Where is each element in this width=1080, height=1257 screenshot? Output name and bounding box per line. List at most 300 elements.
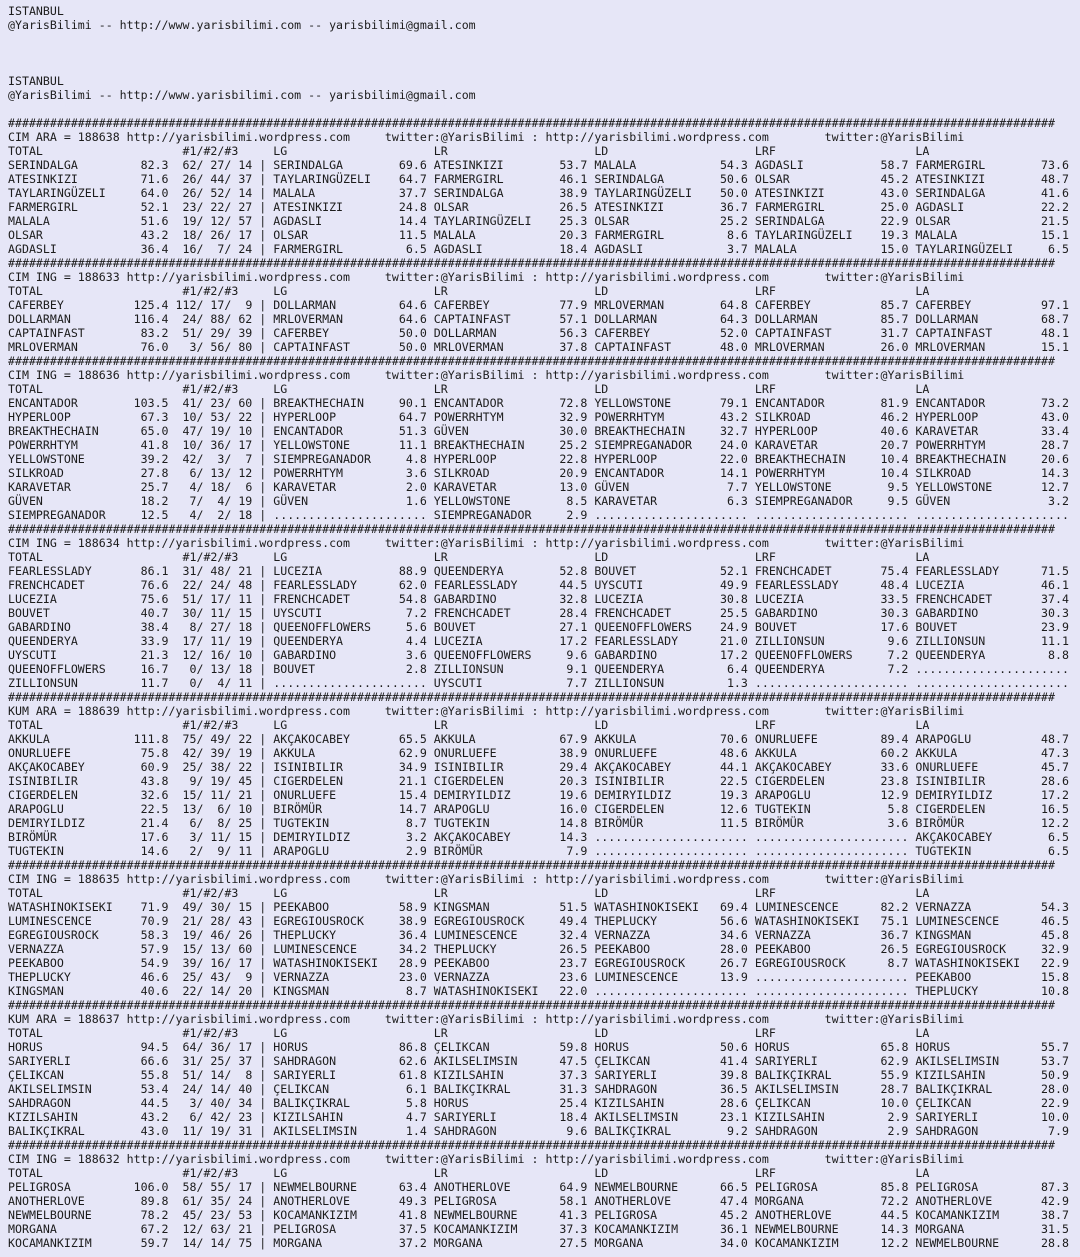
la-name: NEWMELBOURNE xyxy=(915,1236,1000,1250)
rank-separator: / xyxy=(224,438,232,452)
rank-3-count: 60 xyxy=(238,396,253,410)
la-name: SARIYERLI xyxy=(915,1110,979,1124)
rank-3-count: 25 xyxy=(238,816,253,830)
horse-name: ÇELIKCAN xyxy=(8,1068,64,1082)
lr-value: 25.3 xyxy=(559,214,588,228)
rank-3-count: 18 xyxy=(238,620,253,634)
ld-value: 28.6 xyxy=(719,1096,748,1110)
lg-value: 24.8 xyxy=(398,200,427,214)
lr-name: EGREGIOUSROCK xyxy=(433,914,525,928)
lg-value: 64.7 xyxy=(398,410,427,424)
lr-value: 53.7 xyxy=(559,158,588,172)
rank-1-count: 112 xyxy=(175,298,197,312)
rank-separator: / xyxy=(196,200,204,214)
total-score: 18.2 xyxy=(140,494,169,508)
rank-separator: / xyxy=(196,214,204,228)
rank-separator: / xyxy=(196,1222,204,1236)
lg-name: ENCANTADOR xyxy=(273,424,344,438)
rank-separator: / xyxy=(196,1208,204,1222)
lr-name: ENCANTADOR xyxy=(433,396,504,410)
rank-2-count: 38 xyxy=(210,760,225,774)
ld-value: 49.9 xyxy=(719,578,748,592)
rank-1-count: 61 xyxy=(182,1194,197,1208)
header-la: LA xyxy=(915,1026,930,1040)
lg-value: 64.6 xyxy=(398,298,427,312)
rank-separator: / xyxy=(196,466,204,480)
horse-name: VERNAZZA xyxy=(8,942,64,956)
lrf-name: PEEKABOO xyxy=(754,942,811,956)
rank-1-count: 21 xyxy=(182,914,197,928)
table-row xyxy=(8,970,1069,984)
table-row xyxy=(8,1068,1069,1082)
ld-value: 21.0 xyxy=(719,634,748,648)
lrf-name: FARMERGIRL xyxy=(754,200,825,214)
total-score: 33.9 xyxy=(140,634,169,648)
la-value: 42.9 xyxy=(1041,1194,1069,1208)
rank-separator: / xyxy=(224,340,232,354)
lg-name: KIZILSAHIN xyxy=(273,1110,344,1124)
rank-separator: / xyxy=(224,452,232,466)
lrf-name: ONURLUEFE xyxy=(754,732,818,746)
rank-separator: / xyxy=(224,326,232,340)
rank-divider: | xyxy=(259,1236,267,1250)
lr-value: 18.4 xyxy=(559,1110,588,1124)
lrf-value: 82.2 xyxy=(880,900,909,914)
rank-2-count: 39 xyxy=(210,746,225,760)
rank-3-count: 9 xyxy=(245,970,253,984)
lr-name: DEMIRYILDIZ xyxy=(433,788,511,802)
rank-1-count: 24 xyxy=(182,312,197,326)
ld-value: 50.0 xyxy=(719,186,748,200)
lg-value: 2.8 xyxy=(405,662,427,676)
ld-value: 14.1 xyxy=(719,466,748,480)
ld-name: FARMERGIRL xyxy=(594,228,665,242)
lg-name: UYSCUTI xyxy=(273,606,323,620)
la-value: 12.7 xyxy=(1041,480,1069,494)
total-score: 27.8 xyxy=(140,466,169,480)
la-value: 48.7 xyxy=(1041,172,1069,186)
total-score: 51.6 xyxy=(140,214,169,228)
lrf-name: YELLOWSTONE xyxy=(754,480,832,494)
lg-value: 14.7 xyxy=(398,802,427,816)
rank-2-count: 27 xyxy=(210,620,225,634)
total-score: 38.4 xyxy=(140,620,169,634)
la-value: 3.2 xyxy=(1048,494,1069,508)
lrf-name: FEARLESSLADY xyxy=(754,578,839,592)
lrf-name: CIGERDELEN xyxy=(754,774,825,788)
total-score: 111.8 xyxy=(133,732,169,746)
table-row xyxy=(8,844,1069,858)
rank-2-count: 11 xyxy=(210,830,225,844)
la-name: DOLLARMAN xyxy=(915,312,979,326)
header-ranks: #1/#2/#3 xyxy=(182,550,239,564)
lrf-value: 12.9 xyxy=(880,788,909,802)
lg-name: SAHDRAGON xyxy=(273,1054,337,1068)
rank-2-count: 17 xyxy=(210,298,225,312)
horse-name: KARAVETAR xyxy=(8,480,71,494)
rank-divider: | xyxy=(259,928,267,942)
ld-value: 36.5 xyxy=(719,1082,748,1096)
la-name: YELLOWSTONE xyxy=(915,480,993,494)
la-value: 50.9 xyxy=(1041,1068,1069,1082)
rank-2-count: 11 xyxy=(210,606,225,620)
rank-divider: | xyxy=(259,830,267,844)
rank-separator: / xyxy=(224,1110,232,1124)
total-score: 36.4 xyxy=(140,242,169,256)
total-score: 67.2 xyxy=(140,1222,169,1236)
rank-separator: / xyxy=(196,606,204,620)
lrf-value: 3.6 xyxy=(887,816,909,830)
lr-name: ZILLIONSUN xyxy=(433,662,504,676)
ld-name: KARAVETAR xyxy=(594,494,658,508)
results-document xyxy=(8,4,1069,1250)
lg-value: 3.6 xyxy=(405,466,427,480)
lg-name: VERNAZZA xyxy=(273,970,330,984)
rank-1-count: 12 xyxy=(182,1222,197,1236)
rank-separator: / xyxy=(196,186,204,200)
table-row xyxy=(8,200,1069,214)
rank-2-count: 7 xyxy=(217,242,225,256)
lrf-name: MORGANA xyxy=(754,1194,804,1208)
rank-3-count: 39 xyxy=(238,326,253,340)
rank-separator: / xyxy=(196,172,204,186)
total-score: 43.2 xyxy=(140,228,169,242)
header-total: TOTAL xyxy=(8,144,43,158)
ld-value: 23.1 xyxy=(719,1110,748,1124)
rank-3-count: 27 xyxy=(238,200,253,214)
table-row xyxy=(8,592,1069,606)
lrf-empty-filler: ...................... xyxy=(754,676,909,690)
rank-3-count: 45 xyxy=(238,774,253,788)
rank-3-count: 22 xyxy=(238,410,253,424)
rank-divider: | xyxy=(259,1054,267,1068)
ld-value: 24.0 xyxy=(719,438,748,452)
horse-name: BOUVET xyxy=(8,606,50,620)
lrf-name: CAPTAINFAST xyxy=(754,326,832,340)
lrf-name: BALIKÇIKRAL xyxy=(754,1068,832,1082)
rank-2-count: 4 xyxy=(217,494,225,508)
lrf-name: SIEMPREGANADOR xyxy=(754,494,853,508)
total-score: 21.3 xyxy=(140,648,169,662)
rank-divider: | xyxy=(259,676,267,690)
table-row xyxy=(8,396,1069,410)
rank-2-count: 14 xyxy=(210,984,225,998)
header-lr: LR xyxy=(433,1166,448,1180)
la-name: OLSAR xyxy=(915,214,951,228)
lg-value: 28.9 xyxy=(398,956,427,970)
horse-name: LUCEZIA xyxy=(8,592,57,606)
la-name: MALALA xyxy=(915,228,958,242)
lg-name: ÇELIKCAN xyxy=(273,1082,330,1096)
la-name: PEEKABOO xyxy=(915,970,972,984)
rank-1-count: 24 xyxy=(182,1082,197,1096)
lg-name: ANOTHERLOVE xyxy=(273,1194,351,1208)
separator-line xyxy=(8,858,1055,872)
rank-2-count: 42 xyxy=(210,1110,225,1124)
rank-separator: / xyxy=(224,606,232,620)
rank-divider: | xyxy=(259,956,267,970)
ld-value: 64.8 xyxy=(719,298,748,312)
la-value: 10.0 xyxy=(1041,1110,1069,1124)
ld-name: ENCANTADOR xyxy=(594,466,665,480)
lr-value: 44.5 xyxy=(559,578,588,592)
horse-name: SARIYERLI xyxy=(8,1054,71,1068)
rank-2-count: 6 xyxy=(217,802,225,816)
ld-name: AGDASLI xyxy=(594,242,644,256)
header-la: LA xyxy=(915,1166,930,1180)
lg-value: 50.0 xyxy=(398,326,427,340)
rank-1-count: 0 xyxy=(189,662,197,676)
ld-value: 3.7 xyxy=(726,242,748,256)
rank-separator: / xyxy=(224,900,232,914)
rank-separator: / xyxy=(196,494,204,508)
rank-separator: / xyxy=(196,410,204,424)
separator: ###################################################################################################################################################### xyxy=(8,690,1056,704)
rank-separator: / xyxy=(224,172,232,186)
rank-separator: / xyxy=(224,1068,232,1082)
lr-name: BREAKTHECHAIN xyxy=(433,438,525,452)
ld-name: LUMINESCENCE xyxy=(594,970,679,984)
rank-3-count: 10 xyxy=(238,648,253,662)
rank-separator: / xyxy=(196,956,204,970)
ld-name: BALIKÇIKRAL xyxy=(594,1124,672,1138)
rank-separator: / xyxy=(196,564,204,578)
lg-name: NEWMELBOURNE xyxy=(273,1180,357,1194)
ld-value: 36.7 xyxy=(719,200,748,214)
column-header-row xyxy=(8,718,1055,732)
rank-2-count: 46 xyxy=(210,928,225,942)
lr-name: GÜVEN xyxy=(433,424,469,438)
lrf-name: FRENCHCADET xyxy=(754,564,832,578)
ld-name: EGREGIOUSROCK xyxy=(594,956,686,970)
section-title xyxy=(8,1152,1055,1166)
total-score: 40.7 xyxy=(140,606,169,620)
section-title xyxy=(8,872,1055,886)
lr-name: MORGANA xyxy=(433,1236,483,1250)
la-name: GABARDINO xyxy=(915,606,979,620)
table-row xyxy=(8,410,1069,424)
header-ld: LD xyxy=(594,1166,609,1180)
ld-name: SERINDALGA xyxy=(594,172,665,186)
rank-2-count: 49 xyxy=(210,732,225,746)
rank-separator: / xyxy=(224,914,232,928)
rank-1-count: 15 xyxy=(182,942,197,956)
rank-divider: | xyxy=(259,1068,267,1082)
total-score: 106.0 xyxy=(133,1180,169,1194)
rank-1-count: 51 xyxy=(182,326,197,340)
la-value: 48.7 xyxy=(1041,732,1069,746)
lg-name: BOUVET xyxy=(273,662,316,676)
header-la: LA xyxy=(915,144,930,158)
table-row xyxy=(8,494,1069,508)
horse-name: GABARDINO xyxy=(8,620,71,634)
rank-2-count: 56 xyxy=(210,340,225,354)
ld-name: CAPTAINFAST xyxy=(594,340,672,354)
lr-value: 17.2 xyxy=(559,634,588,648)
total-score: 44.5 xyxy=(140,1096,169,1110)
header-lrf: LRF xyxy=(754,382,776,396)
table-row xyxy=(8,1110,1069,1124)
lr-value: 20.3 xyxy=(559,774,588,788)
lrf-value: 20.7 xyxy=(880,438,909,452)
header-la: LA xyxy=(915,284,930,298)
la-name: AKKULA xyxy=(915,746,958,760)
horse-name: CAFERBEY xyxy=(8,298,64,312)
rank-2-count: 11 xyxy=(210,788,225,802)
lrf-name: BIRÖMÜR xyxy=(754,816,804,830)
horse-name: ARAPOGLU xyxy=(8,802,64,816)
rank-2-count: 22 xyxy=(210,200,225,214)
lr-value: 72.8 xyxy=(559,396,588,410)
lg-empty-filler: ...................... xyxy=(273,508,427,522)
rank-3-count: 6 xyxy=(245,480,253,494)
ld-value: 19.3 xyxy=(719,788,748,802)
ld-value: 44.1 xyxy=(719,760,748,774)
rank-2-count: 17 xyxy=(210,592,225,606)
section-title-text: CIM ING = 188632 http://yarisbilimi.wordpress.com twitter:@YarisBilimi : http://yarisbilimi.wordpress.com twitter:@YarisBilimi xyxy=(8,1152,965,1166)
lr-name: ANOTHERLOVE xyxy=(433,1180,511,1194)
rank-divider: | xyxy=(259,564,267,578)
horse-name: NEWMELBOURNE xyxy=(8,1208,92,1222)
table-row xyxy=(8,914,1069,928)
header-lg: LG xyxy=(273,382,288,396)
lg-value: 62.6 xyxy=(398,1054,427,1068)
blank-line xyxy=(8,60,1055,74)
lrf-name: QUEENDERYA xyxy=(754,662,825,676)
lrf-value: 2.9 xyxy=(887,1110,909,1124)
total-score: 86.1 xyxy=(140,564,169,578)
lg-value: 2.0 xyxy=(405,480,427,494)
rank-2-count: 2 xyxy=(217,508,225,522)
lr-name: MRLOVERMAN xyxy=(433,340,504,354)
la-name: ANOTHERLOVE xyxy=(915,1194,993,1208)
rank-divider: | xyxy=(259,326,267,340)
ld-name: HORUS xyxy=(594,1040,630,1054)
lr-value: 23.6 xyxy=(559,970,588,984)
rank-2-count: 63 xyxy=(210,1222,225,1236)
rank-2-count: 55 xyxy=(210,1180,225,1194)
horse-name: MORGANA xyxy=(8,1222,57,1236)
separator: ###################################################################################################################################################### xyxy=(8,998,1056,1012)
lrf-value: 10.4 xyxy=(880,466,909,480)
rank-separator: / xyxy=(196,648,204,662)
separator: ###################################################################################################################################################### xyxy=(8,256,1056,270)
rank-divider: | xyxy=(259,1124,267,1138)
la-name: FEARLESSLADY xyxy=(915,564,1000,578)
rank-1-count: 22 xyxy=(182,578,197,592)
rank-2-count: 14 xyxy=(210,1236,225,1250)
table-row xyxy=(8,662,1069,676)
rank-2-count: 30 xyxy=(210,900,225,914)
rank-3-count: 21 xyxy=(238,788,253,802)
ld-name: VERNAZZA xyxy=(594,928,651,942)
total-score: 125.4 xyxy=(133,298,169,312)
rank-2-count: 18 xyxy=(210,480,225,494)
lg-value: 23.0 xyxy=(398,970,427,984)
lg-value: 90.1 xyxy=(398,396,427,410)
lg-name: MRLOVERMAN xyxy=(273,312,344,326)
la-empty-filler: ...................... xyxy=(915,662,1069,676)
lr-name: KARAVETAR xyxy=(433,480,497,494)
lr-name: AGDASLI xyxy=(433,242,483,256)
rank-separator: / xyxy=(224,760,232,774)
rank-divider: | xyxy=(259,508,267,522)
table-row xyxy=(8,788,1069,802)
header-lg: LG xyxy=(273,550,288,564)
la-value: 20.6 xyxy=(1041,452,1069,466)
lg-name: ISINIBILIR xyxy=(273,760,344,774)
la-value: 41.6 xyxy=(1041,186,1069,200)
rank-3-count: 15 xyxy=(238,900,253,914)
rank-divider: | xyxy=(259,732,267,746)
contact-line: @YarisBilimi -- http://www.yarisbilimi.com -- yarisbilimi@gmail.com xyxy=(8,88,476,102)
lg-name: TAYLARINGÜZELI xyxy=(273,172,371,186)
rank-divider: | xyxy=(259,816,267,830)
total-score: 71.6 xyxy=(140,172,169,186)
lrf-value: 85.7 xyxy=(880,312,909,326)
lg-value: 15.4 xyxy=(398,788,427,802)
lg-value: 5.6 xyxy=(405,620,427,634)
header-lg: LG xyxy=(273,284,288,298)
rank-3-count: 17 xyxy=(238,1040,253,1054)
la-empty-filler: ...................... xyxy=(915,676,1069,690)
la-name: CIGERDELEN xyxy=(915,802,986,816)
lr-value: 23.7 xyxy=(559,956,588,970)
rank-divider: | xyxy=(259,746,267,760)
lr-value: 26.5 xyxy=(559,200,588,214)
lr-value: 7.7 xyxy=(566,676,588,690)
lg-value: 37.2 xyxy=(398,1236,427,1250)
header-ld: LD xyxy=(594,144,609,158)
horse-name: AGDASLI xyxy=(8,242,57,256)
rank-2-count: 8 xyxy=(217,816,225,830)
lrf-value: 33.5 xyxy=(880,592,909,606)
column-header-row xyxy=(8,886,1055,900)
lrf-name: PELIGROSA xyxy=(754,1180,818,1194)
lr-name: ATESINKIZI xyxy=(433,158,504,172)
lrf-name: BREAKTHECHAIN xyxy=(754,452,846,466)
lg-name: KINGSMAN xyxy=(273,984,330,998)
header-ld: LD xyxy=(594,550,609,564)
lr-name: SIEMPREGANADOR xyxy=(433,508,532,522)
total-score: 55.8 xyxy=(140,1068,169,1082)
la-name: HYPERLOOP xyxy=(915,410,979,424)
rank-1-count: 8 xyxy=(189,620,197,634)
rank-1-count: 42 xyxy=(182,452,197,466)
rank-divider: | xyxy=(259,1110,267,1124)
rank-1-count: 6 xyxy=(189,816,197,830)
la-value: 55.7 xyxy=(1041,1040,1069,1054)
rank-3-count: 37 xyxy=(238,1054,253,1068)
total-score: 43.0 xyxy=(140,1124,169,1138)
lr-name: WATASHINOKISEKI xyxy=(433,984,539,998)
rank-1-count: 4 xyxy=(189,508,197,522)
blank-line xyxy=(8,32,1055,46)
table-row xyxy=(8,242,1069,256)
lr-value: 13.0 xyxy=(559,480,588,494)
table-row xyxy=(8,942,1069,956)
total-score: 53.4 xyxy=(140,1082,169,1096)
section-title-text: KUM ARA = 188637 http://yarisbilimi.wordpress.com twitter:@YarisBilimi : http://yarisbilimi.wordpress.com twitter:@YarisBilimi xyxy=(8,1012,965,1026)
lr-name: BALIKÇIKRAL xyxy=(433,1082,511,1096)
rank-2-count: 4 xyxy=(217,676,225,690)
horse-name: LUMINESCENCE xyxy=(8,914,92,928)
rank-separator: / xyxy=(224,984,232,998)
rank-separator: / xyxy=(196,396,204,410)
lr-name: TUGTEKIN xyxy=(433,816,490,830)
horse-name: KOCAMANKIZIM xyxy=(8,1236,92,1250)
rank-divider: | xyxy=(259,634,267,648)
